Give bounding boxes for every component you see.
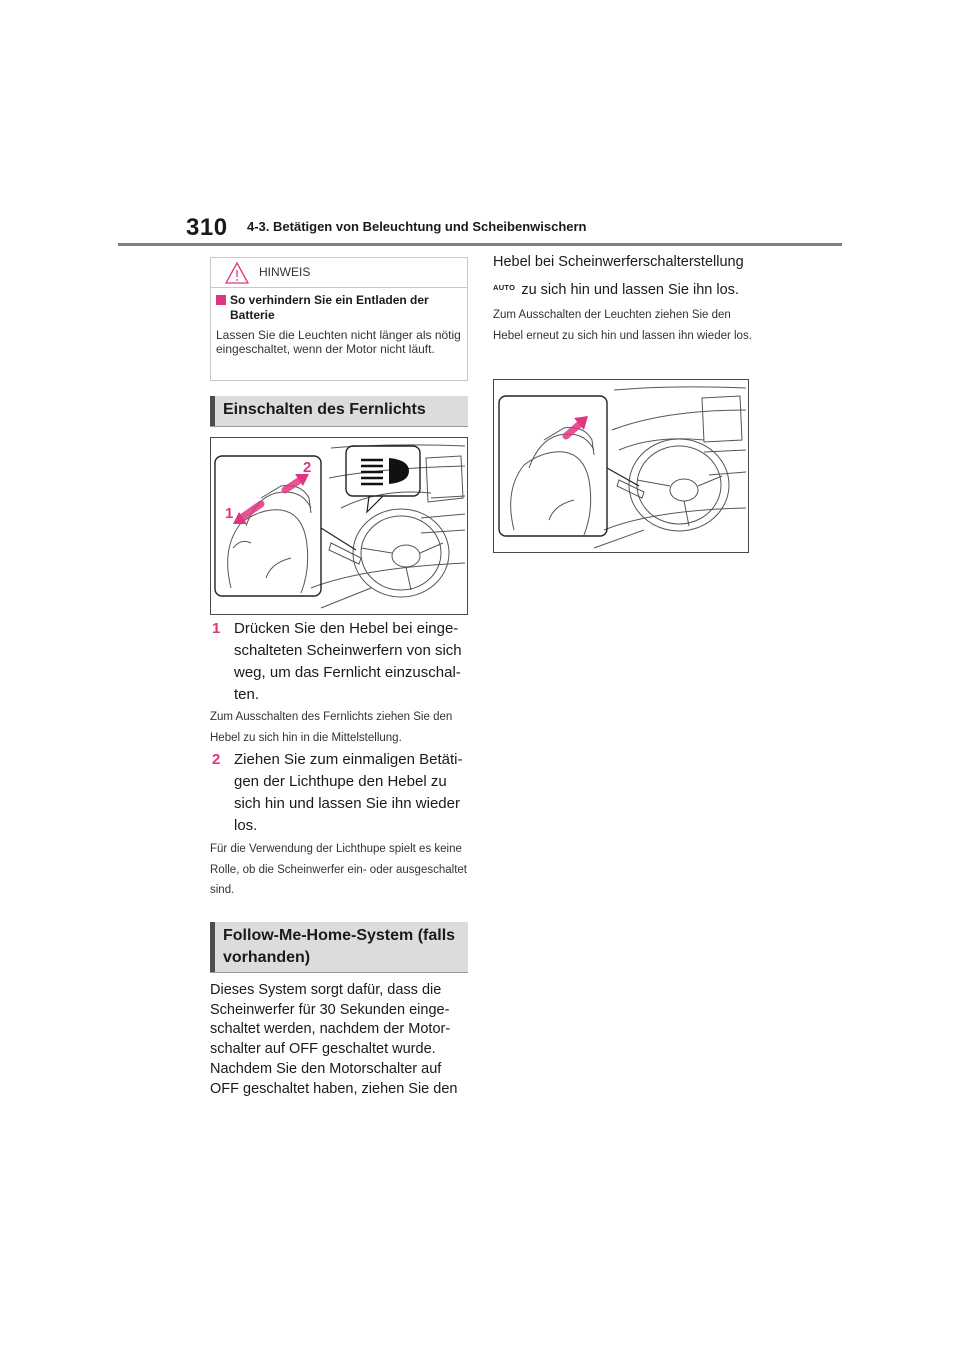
step-1-note: Zum Ausschalten des Fernlichts ziehen Sie den Hebel zu sich hin in die Mittelstellung. [210,711,453,744]
step-2 [212,749,470,837]
callout-2: 2 [303,459,312,476]
paragraph: Nachdem Sie den Motorschalter auf OFF geschaltet haben, ziehen Sie den [210,1061,458,1097]
step-1 [212,618,470,706]
notice-label: HINWEIS [259,265,311,279]
high-beam-illustration [210,437,468,615]
notice-box [210,257,468,381]
follow-me-home-note: Zum Ausschalten der Leuchten ziehen Sie den Hebel erneut zu sich hin und lassen ihn wieder los. [493,309,752,342]
auto-icon: AUTO [493,283,516,292]
continuation-line: Hebel bei Scheinwerferschalterstellung [493,254,744,270]
warning-icon [224,261,250,285]
notice-heading [216,293,461,323]
pull-arrow-icon [566,416,588,436]
step-number: 1 [212,620,221,637]
chapter-title: 4-3. Betätigen von Beleuchtung und Scheibenwischern [247,219,587,234]
continuation-text: zu sich hin und lassen Sie ihn los. [521,282,739,298]
notice-body: Lassen Sie die Leuchten nicht länger als nötig eingeschaltet, wenn der Motor nicht läuft. [216,328,461,356]
square-bullet-icon [216,295,226,305]
header-rule [118,243,842,246]
section-heading-follow-me-home: Follow-Me-Home-System (falls vorhanden) [210,922,468,972]
lever-pull-drawing [494,380,748,552]
notice-header [211,258,467,288]
step-2-note: Für die Verwendung der Lichthupe spielt es keine Rolle, ob die Scheinwerfer ein- oder ausgeschaltet sind. [210,843,467,896]
section-rule [210,426,468,427]
high-beam-icon [361,458,409,484]
paragraph: Dieses System sorgt dafür, dass die Scheinwerfer für 30 Sekunden einge-schaltet werden, nachdem der Motor-schalter auf OFF geschaltet wurde. [210,982,451,1057]
step-number: 2 [212,751,221,768]
section-heading-high-beam: Einschalten des Fernlichts [210,396,468,426]
callout-1: 1 [225,505,234,522]
notice-heading-text: So verhindern Sie ein Entladen der Batterie [230,293,429,322]
follow-me-home-illustration [493,379,749,553]
step-text: Drücken Sie den Hebel bei einge-schalteten Scheinwerfern von sich weg, um das Fernlicht einzuschal-ten. [234,620,462,703]
lever-dashboard-drawing [211,438,467,614]
section-rule [210,972,468,973]
continuation-line-auto [493,282,739,298]
page-number: 310 [186,214,228,241]
step-text: Ziehen Sie zum einmaligen Betäti-gen der Lichthupe den Hebel zu sich hin und lassen Sie ihn wieder los. [234,751,463,834]
